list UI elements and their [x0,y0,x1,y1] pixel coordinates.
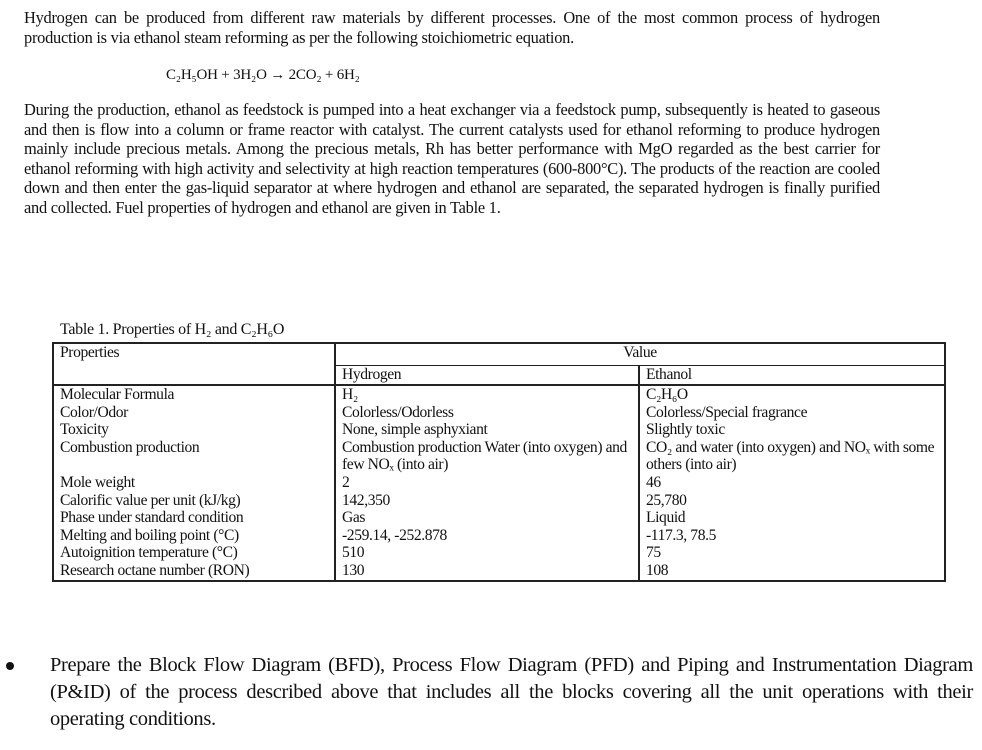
cell-hydrogen: -259.14, -252.878 [335,527,639,545]
cell-property: Combustion production [53,439,335,474]
cell-hydrogen: 510 [335,544,639,562]
table-header-row [53,343,945,366]
header-ethanol: Ethanol [639,366,945,386]
cell-ethanol: Colorless/Special fragrance [639,404,945,422]
table-row [53,385,945,404]
header-properties: Properties [53,343,335,366]
header-value: Value [335,343,945,366]
cell-ethanol: CO₂ and water (into oxygen) and NOₓ with some others (into air) [639,439,945,474]
cell-property: Autoignition temperature (°C) [53,544,335,562]
table-row [53,474,945,492]
cell-hydrogen: 2 [335,474,639,492]
cell-ethanol: 108 [639,562,945,581]
table-row [53,421,945,439]
bullet-point [6,662,14,670]
cell-property: Melting and boiling point (°C) [53,527,335,545]
header-hydrogen: Hydrogen [335,366,639,386]
cell-ethanol: 46 [639,474,945,492]
cell-hydrogen: Gas [335,509,639,527]
cell-hydrogen: H₂ [335,385,639,404]
cell-property: Toxicity [53,421,335,439]
table-row [53,509,945,527]
header-blank [53,366,335,386]
cell-hydrogen: Colorless/Odorless [335,404,639,422]
cell-property: Research octane number (RON) [53,562,335,581]
cell-ethanol: Liquid [639,509,945,527]
table-subheader-row [53,366,945,386]
table-body [53,385,945,581]
table-caption: Table 1. Properties of H₂ and C₂H₆O [60,321,285,338]
task-instruction: Prepare the Block Flow Diagram (BFD), Process Flow Diagram (PFD) and Piping and Instrumentation Diagram (P&ID) of the process described above that includes all the blocks covering all the unit operations with their operating conditions. [50,654,973,730]
cell-hydrogen: 142,350 [335,492,639,510]
cell-ethanol: 75 [639,544,945,562]
cell-property: Mole weight [53,474,335,492]
intro-paragraph-2: During the production, ethanol as feedstock is pumped into a heat exchanger via a feedstock pump, subsequently is heated to gaseous and then is flow into a column or frame reactor with catalyst. The current catalysts used for ethanol reforming to produce hydrogen mainly include precious metals. Among the precious metals, Rh has better performance with MgO regarded as the best carrier for ethanol reforming with high activity and selectivity at high reaction temperatures (600-800°C). The products of the reaction are cooled down and then enter the gas-liquid separator at where hydrogen and ethanol are separated, the separated hydrogen is finally purified and collected. Fuel properties of hydrogen and ethanol are given in Table 1. [24,100,880,217]
table-row [53,544,945,562]
cell-property: Color/Odor [53,404,335,422]
cell-hydrogen: 130 [335,562,639,581]
cell-property: Calorific value per unit (kJ/kg) [53,492,335,510]
table-row [53,404,945,422]
cell-ethanol: -117.3, 78.5 [639,527,945,545]
table-row [53,439,945,474]
properties-table [52,342,946,582]
table-row [53,492,945,510]
stoichiometric-equation: C₂H₅OH + 3H₂O → 2CO₂ + 6H₂ [166,67,360,83]
cell-hydrogen: None, simple asphyxiant [335,421,639,439]
cell-ethanol: C₂H₆O [639,385,945,404]
cell-property: Phase under standard condition [53,509,335,527]
cell-hydrogen: Combustion production Water (into oxygen) and few NOₓ (into air) [335,439,639,474]
cell-ethanol: 25,780 [639,492,945,510]
cell-ethanol: Slightly toxic [639,421,945,439]
table-row [53,562,945,581]
intro-paragraph-1: Hydrogen can be produced from different raw materials by different processes. One of the most common process of hydrogen production is via ethanol steam reforming as per the following stoichiometric equation. [24,8,880,47]
cell-property: Molecular Formula [53,385,335,404]
table-row [53,527,945,545]
